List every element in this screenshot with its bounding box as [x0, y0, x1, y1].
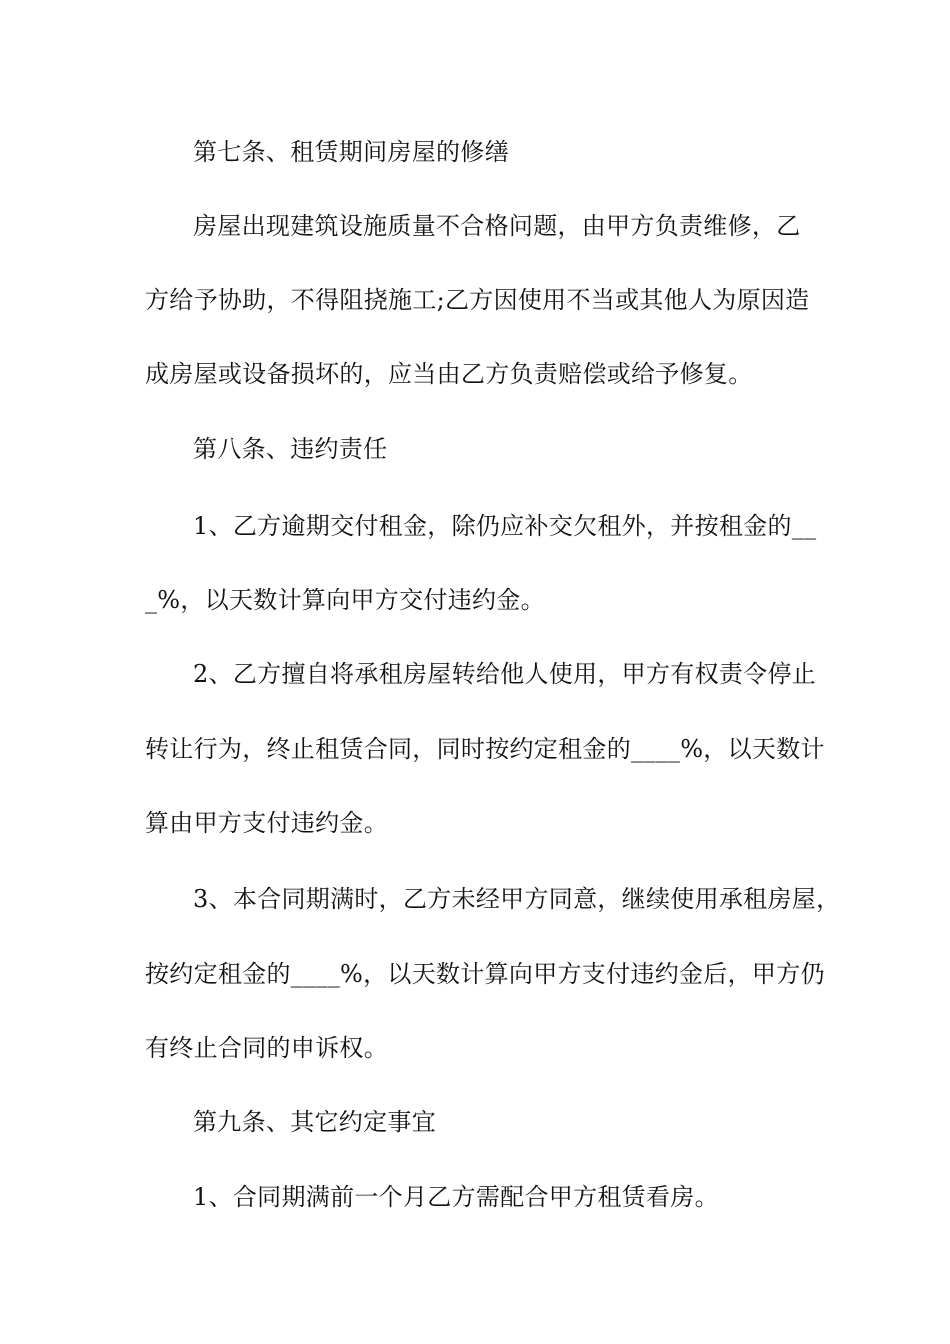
paragraph-line: 有终止合同的申诉权。	[145, 1034, 388, 1062]
paragraph-line: 3、本合同期满时，乙方未经甲方同意，继续使用承租房屋，	[193, 885, 841, 913]
paragraph-line: 算由甲方支付违约金。	[145, 809, 388, 837]
article-8-heading: 第八条、违约责任	[193, 435, 388, 463]
paragraph-line: 1、乙方逾期交付租金，除仍应补交欠租外，并按租金的__	[193, 512, 817, 540]
paragraph-line: 房屋出现建筑设施质量不合格问题，由甲方负责维修，乙	[193, 212, 801, 240]
paragraph-line: 成房屋或设备损坏的，应当由乙方负责赔偿或给予修复。	[145, 360, 753, 388]
paragraph-line: 方给予协助，不得阻挠施工;乙方因使用不当或其他人为原因造	[145, 286, 810, 314]
article-7-heading: 第七条、租赁期间房屋的修缮	[193, 138, 509, 166]
article-9-heading: 第九条、其它约定事宜	[193, 1108, 436, 1136]
paragraph-line: _%，以天数计算向甲方交付违约金。	[145, 586, 545, 614]
paragraph-line: 2、乙方擅自将承租房屋转给他人使用，甲方有权责令停止	[193, 660, 817, 688]
paragraph-line: 转让行为，终止租赁合同，同时按约定租金的____%，以天数计	[145, 735, 825, 763]
paragraph-line: 按约定租金的____%，以天数计算向甲方支付违约金后，甲方仍	[145, 960, 825, 988]
paragraph-line: 1、合同期满前一个月乙方需配合甲方租赁看房。	[193, 1183, 719, 1211]
